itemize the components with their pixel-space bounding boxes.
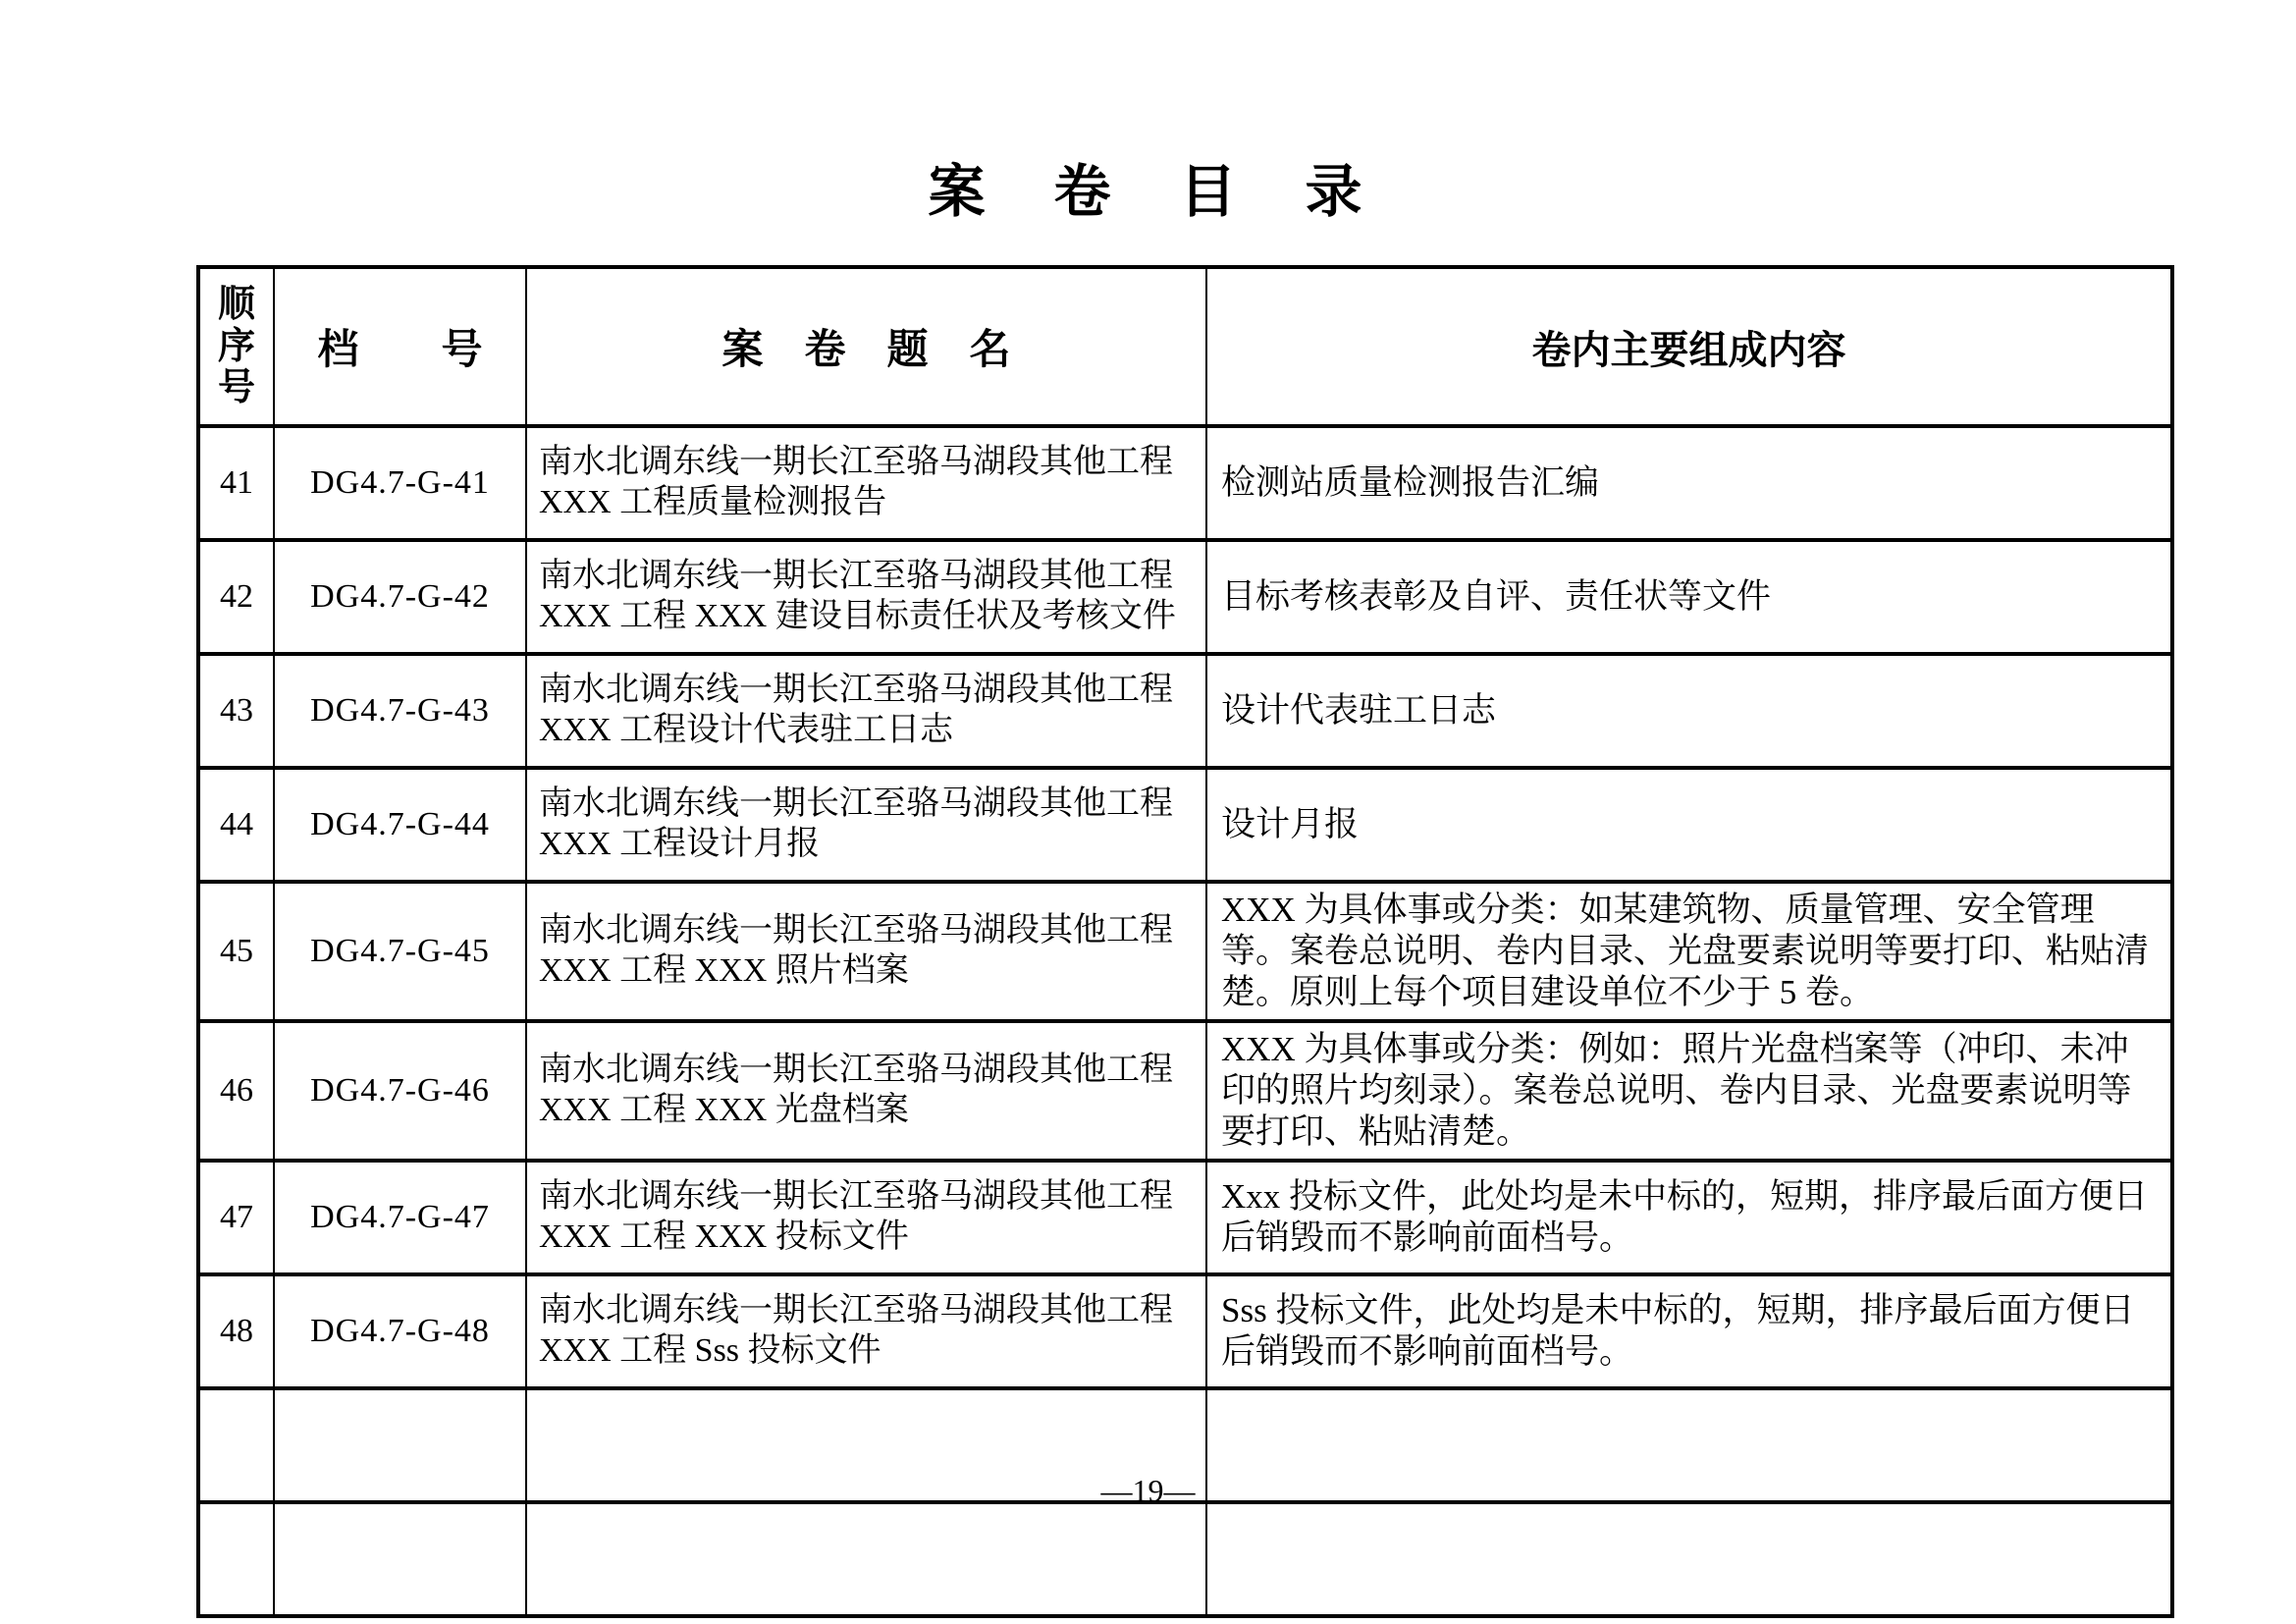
cell-main-contents: 设计代表驻工日志	[1206, 654, 2172, 768]
cell-main-contents: 检测站质量检测报告汇编	[1206, 426, 2172, 540]
cell-file-title: 南水北调东线一期长江至骆马湖段其他工程 XXX 工程设计代表驻工日志	[526, 654, 1206, 768]
cell-file-number: DG4.7-G-46	[274, 1021, 526, 1161]
table-row	[198, 1161, 2172, 1274]
page-number: —19—	[1100, 1473, 1196, 1508]
cell-sequence-number: 46	[198, 1021, 274, 1161]
cell-file-number: DG4.7-G-47	[274, 1161, 526, 1274]
cell-file-number: DG4.7-G-44	[274, 768, 526, 882]
cell-file-number: DG4.7-G-42	[274, 540, 526, 654]
cell-sequence-number: 48	[198, 1274, 274, 1388]
catalog-table	[196, 265, 2174, 1618]
header-sequence-number: 顺序号	[198, 267, 274, 426]
cell-file-number: DG4.7-G-43	[274, 654, 526, 768]
header-file-number: 档 号	[274, 267, 526, 426]
cell-main-contents: Xxx 投标文件，此处均是未中标的，短期，排序最后面方便日后销毁而不影响前面档号。	[1206, 1161, 2172, 1274]
cell-file-title: 南水北调东线一期长江至骆马湖段其他工程 XXX 工程 XXX 光盘档案	[526, 1021, 1206, 1161]
cell-file-title	[526, 1502, 1206, 1616]
cell-main-contents: 目标考核表彰及自评、责任状等文件	[1206, 540, 2172, 654]
cell-sequence-number: 45	[198, 882, 274, 1021]
cell-sequence-number: 41	[198, 426, 274, 540]
cell-main-contents: 设计月报	[1206, 768, 2172, 882]
table-row	[198, 654, 2172, 768]
cell-main-contents: XXX 为具体事或分类：例如：照片光盘档案等（冲印、未冲印的照片均刻录）。案卷总说明、卷内目录、光盘要素说明等要打印、粘贴清楚。	[1206, 1021, 2172, 1161]
table-row	[198, 882, 2172, 1021]
header-main-contents: 卷内主要组成内容	[1206, 267, 2172, 426]
cell-file-number	[274, 1502, 526, 1616]
table-header-row	[198, 267, 2172, 426]
cell-file-title: 南水北调东线一期长江至骆马湖段其他工程 XXX 工程质量检测报告	[526, 426, 1206, 540]
cell-main-contents	[1206, 1502, 2172, 1616]
cell-file-title: 南水北调东线一期长江至骆马湖段其他工程 XXX 工程 XXX 照片档案	[526, 882, 1206, 1021]
cell-sequence-number: 43	[198, 654, 274, 768]
cell-sequence-number: 44	[198, 768, 274, 882]
table-row	[198, 1021, 2172, 1161]
table-row	[198, 540, 2172, 654]
page-title: 案 卷 目 录	[928, 160, 1368, 224]
cell-sequence-number: 47	[198, 1161, 274, 1274]
cell-file-number: DG4.7-G-45	[274, 882, 526, 1021]
cell-file-number: DG4.7-G-41	[274, 426, 526, 540]
table-row	[198, 1274, 2172, 1388]
cell-file-title: 南水北调东线一期长江至骆马湖段其他工程 XXX 工程 Sss 投标文件	[526, 1274, 1206, 1388]
cell-file-number: DG4.7-G-48	[274, 1274, 526, 1388]
cell-main-contents: XXX 为具体事或分类：如某建筑物、质量管理、安全管理等。案卷总说明、卷内目录、光盘要素说明等要打印、粘贴清楚。原则上每个项目建设单位不少于 5 卷。	[1206, 882, 2172, 1021]
cell-file-title: 南水北调东线一期长江至骆马湖段其他工程 XXX 工程设计月报	[526, 768, 1206, 882]
table-row	[198, 1502, 2172, 1616]
table-body	[198, 426, 2172, 1616]
cell-file-title: 南水北调东线一期长江至骆马湖段其他工程 XXX 工程 XXX 投标文件	[526, 1161, 1206, 1274]
cell-main-contents: Sss 投标文件，此处均是未中标的，短期，排序最后面方便日后销毁而不影响前面档号。	[1206, 1274, 2172, 1388]
cell-file-title: 南水北调东线一期长江至骆马湖段其他工程 XXX 工程 XXX 建设目标责任状及考核文件	[526, 540, 1206, 654]
header-file-title: 案 卷 题 名	[526, 267, 1206, 426]
table-row	[198, 426, 2172, 540]
cell-sequence-number: 42	[198, 540, 274, 654]
cell-sequence-number	[198, 1502, 274, 1616]
table-row	[198, 768, 2172, 882]
